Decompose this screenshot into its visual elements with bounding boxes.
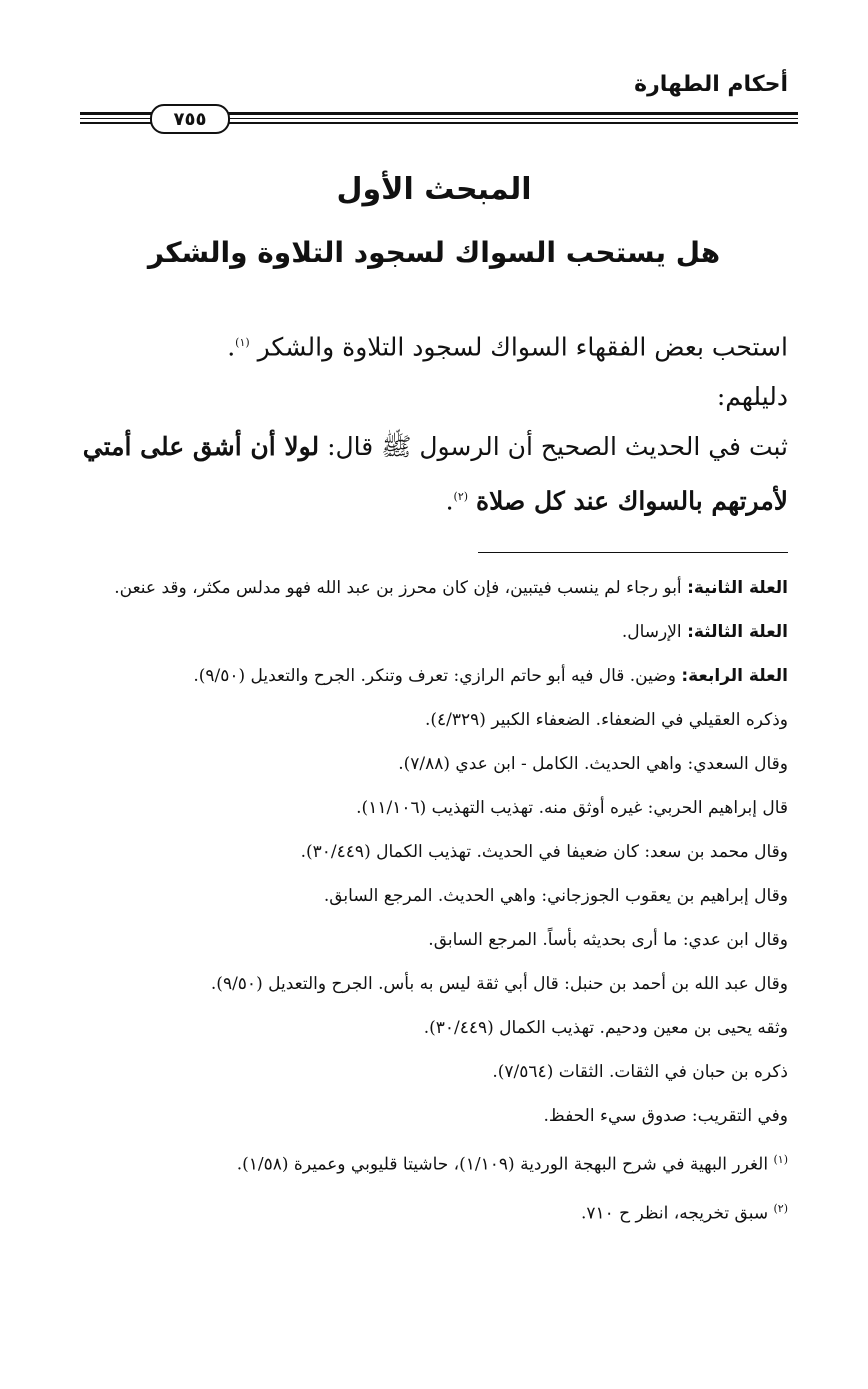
note-line xyxy=(76,610,788,654)
note-label: العلة الرابعة: xyxy=(681,666,788,686)
footnote-1 xyxy=(76,1138,788,1187)
note-text: أبو رجاء لم ينسب فيتبين، فإن كان محرز بن عبد الله فهو مدلس مكثر، وقد عنعن. xyxy=(114,578,682,598)
footnote-text: سبق تخريجه، انظر ح ٧١٠. xyxy=(580,1203,769,1224)
footnote-text: الغرر البهية في شرح البهجة الوردية (١/١٠٩)، حاشيتا قليوبي وعميرة (١/٥٨). xyxy=(236,1154,769,1175)
paragraph-3-intro: ثبت في الحديث الصحيح أن الرسول ﷺ قال: xyxy=(327,432,788,462)
note-line: ذكره بن حبان في الثقات. الثقات (٧/٥٦٤). xyxy=(492,1062,788,1082)
note-line: قال إبراهيم الحربي: غيره أوثق منه. تهذيب التهذيب (١١/١٠٦). xyxy=(356,798,788,818)
paragraph-3 xyxy=(78,422,788,526)
footnotes xyxy=(76,566,788,1235)
note-line: وقال ابن عدي: ما أرى بحديثه بأساً. المرجع السابق. xyxy=(428,930,788,950)
note-text: الإرسال. xyxy=(621,622,682,642)
section-heading: المبحث الأول xyxy=(336,172,532,207)
note-line: وفي التقريب: صدوق سيء الحفظ. xyxy=(543,1106,788,1126)
note-line xyxy=(76,566,788,610)
note-text: وضين. قال فيه أبو حاتم الرازي: تعرف وتنكر. الجرح والتعديل (٩/٥٠). xyxy=(193,666,676,686)
period: . xyxy=(227,332,236,362)
note-line: وذكره العقيلي في الضعفاء. الضعفاء الكبير (٤/٣٢٩). xyxy=(424,710,788,730)
note-line: وقال السعدي: واهي الحديث. الكامل - ابن عدي (٧/٨٨). xyxy=(398,754,788,774)
footnote-separator xyxy=(478,552,788,553)
note-label: العلة الثالثة: xyxy=(687,622,788,642)
paragraph-1 xyxy=(78,318,788,372)
question-heading: هل يستحب السواك لسجود التلاوة والشكر xyxy=(147,236,721,269)
note-label: العلة الثانية: xyxy=(687,578,788,598)
main-text xyxy=(78,318,788,527)
footnote-ref-2: (٢) xyxy=(453,490,469,504)
footnote-2 xyxy=(76,1187,788,1236)
page-number: ٧٥٥ xyxy=(150,104,230,134)
header-rule xyxy=(80,104,798,132)
footnote-mark: (٢) xyxy=(773,1201,788,1215)
note-line xyxy=(76,654,788,698)
note-line: وقال إبراهيم بن يعقوب الجوزجاني: واهي الحديث. المرجع السابق. xyxy=(323,886,788,906)
footnote-ref-1: (١) xyxy=(235,336,250,349)
evidence-label: دليلهم: xyxy=(716,382,788,412)
footnote-mark: (١) xyxy=(773,1153,788,1166)
period: . xyxy=(445,486,454,516)
note-line: وقال محمد بن سعد: كان ضعيفا في الحديث. تهذيب الكمال (٣٠/٤٤٩). xyxy=(300,842,788,862)
running-title: أحكام الطهارة xyxy=(634,72,788,97)
hadith-text: لولا أن أشق على أمتي لأمرتهم بالسواك عند كل صلاة xyxy=(82,432,788,516)
note-line: وثقه يحيى بن معين ودحيم. تهذيب الكمال (٣٠/٤٤٩). xyxy=(423,1018,788,1038)
paragraph-1-text: استحب بعض الفقهاء السواك لسجود التلاوة والشكر xyxy=(257,332,788,362)
note-line: وقال عبد الله بن أحمد بن حنبل: قال أبي ثقة ليس به بأس. الجرح والتعديل (٩/٥٠). xyxy=(210,974,788,994)
